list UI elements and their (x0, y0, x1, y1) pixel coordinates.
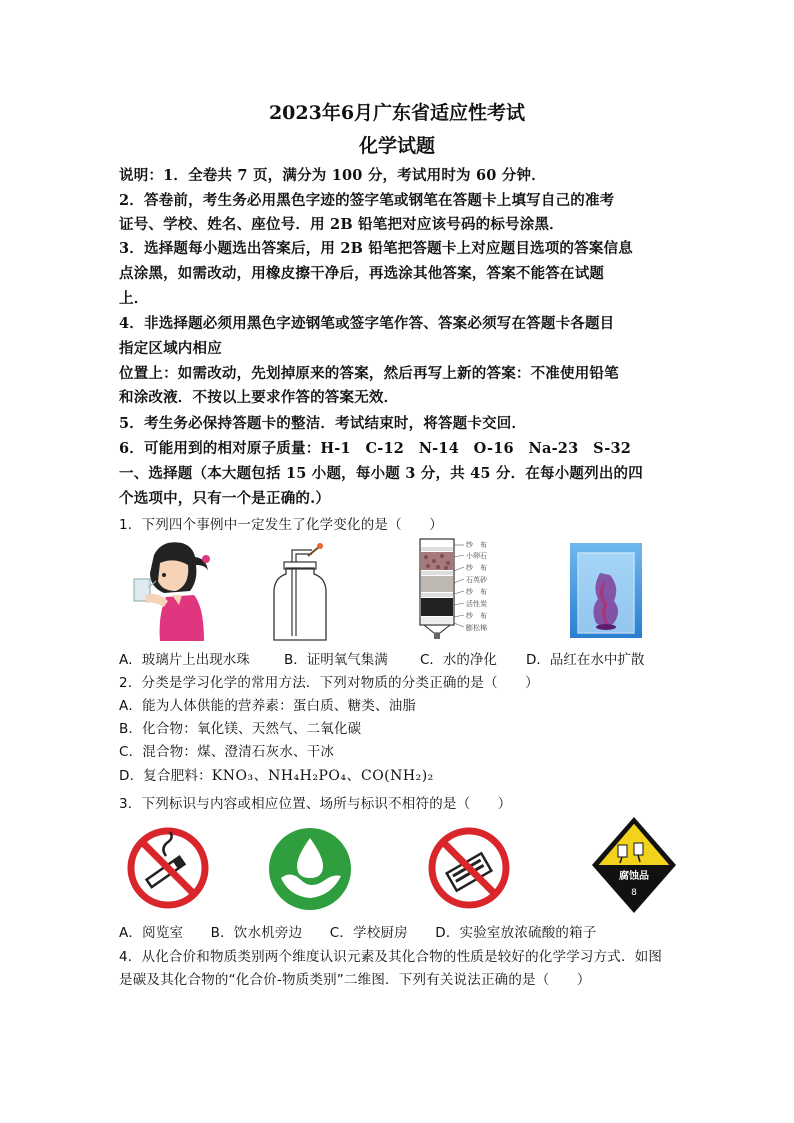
dye-diffusion-image (570, 543, 642, 638)
filter-label: 膨松棉 (466, 624, 487, 632)
section-heading: 个选项中，只有一个是正确的.） (119, 490, 331, 507)
fertilizer-formulas: KNO₃、NH₄H₂PO₄、CO(NH₂)₂ (211, 768, 434, 784)
water-filter-image (410, 535, 516, 643)
instruction-line: 说明：1．全卷共 7 页，满分为 100 分，考试用时为 60 分钟． (119, 167, 546, 184)
gas-bottle-image (266, 540, 338, 642)
instruction-line: 2．答卷前，考生务必用黑色字迹的签字笔或钢笔在答题卡上填写自己的准考 (119, 192, 615, 209)
q2-option-d-prefix: D．复合肥料： (119, 768, 212, 784)
question-1-stem: 1．下列四个事例中一定发生了化学变化的是（ ） (119, 517, 443, 533)
instruction-line: 5．考生务必保持答题卡的整洁．考试结束时，将答题卡交回． (119, 415, 527, 432)
filter-label: 纱 布 (466, 541, 487, 549)
q2-option-a: A．能为人体供能的营养素：蛋白质、糖类、油脂 (119, 698, 417, 714)
q1-option-d: D．品红在水中扩散 (526, 652, 645, 668)
q1-option-a: A．玻璃片上出现水珠 (119, 652, 250, 668)
no-fire-sign (427, 826, 511, 910)
hazard-class-number: 8 (631, 888, 637, 898)
filter-label: 纱 布 (466, 612, 487, 620)
question-2-stem: 2．分类是学习化学的常用方法．下列对物质的分类正确的是（ ） (119, 675, 539, 691)
corrosive-label: 腐蚀品 (619, 871, 649, 882)
instruction-line: 指定区域内相应 (119, 340, 222, 357)
instruction-line: 点涂黑，如需改动，用橡皮擦干净后，再选涂其他答案，答案不能答在试题 (119, 265, 605, 282)
instruction-line: 位置上：如需改动，先划掉原来的答案，然后再写上新的答案：不准使用铅笔 (119, 365, 619, 382)
exam-subject: 化学试题 (358, 135, 435, 157)
filter-label: 石英砂 (466, 576, 487, 584)
q2-option-b: B．化合物：氧化镁、天然气、二氧化碳 (119, 721, 362, 737)
question-4-stem: 是碳及其化合物的“化合价-物质类别”二维图．下列有关说法正确的是（ ） (119, 972, 591, 988)
corrosive-hazard-sign (590, 815, 678, 915)
instruction-line: 4．非选择题必须用黑色字迹钢笔或签字笔作答、答案必须写在答题卡各题目 (119, 315, 615, 332)
q2-option-d (119, 764, 434, 785)
q2-option-c: C．混合物：煤、澄清石灰水、干冰 (119, 744, 335, 760)
instruction-line: 证号、学校、姓名、座位号．用 2B 铅笔把对应该号码的标号涂黑． (119, 216, 564, 233)
water-saving-sign (267, 826, 353, 912)
question-3-stem: 3．下列标识与内容或相应位置、场所与标识不相符的是（ ） (119, 796, 512, 812)
q3-options: A．阅览室 B．饮水机旁边 C．学校厨房 D．实验室放浓硫酸的箱子 (119, 925, 597, 941)
question-4-stem: 4．从化合价和物质类别两个维度认识元素及其化合物的性质是较好的化学学习方式．如图 (119, 949, 663, 965)
section-heading: 一、选择题（本大题包括 15 小题，每小题 3 分，共 45 分．在每小题列出的四 (119, 465, 643, 482)
exam-title: 2023年6月广东省适应性考试 (268, 102, 526, 124)
instruction-line: 上． (119, 290, 149, 307)
instruction-line: 6．可能用到的相对原子质量：H-1 C-12 N-14 O-16 Na-23 S-32 (119, 440, 632, 457)
q1-option-b: B．证明氧气集满 (284, 652, 388, 668)
filter-label: 活性炭 (466, 600, 487, 608)
filter-label: 纱 布 (466, 564, 487, 572)
filter-label: 小卵石 (466, 552, 487, 560)
girl-breathing-image (124, 535, 220, 643)
no-smoking-sign (126, 826, 210, 910)
filter-label: 纱 布 (466, 588, 487, 596)
instruction-line: 3．选择题每小题选出答案后，用 2B 铅笔把答题卡上对应题目选项的答案信息 (119, 240, 633, 257)
instruction-line: 和涂改液．不按以上要求作答的答案无效． (119, 389, 399, 406)
q1-option-c: C．水的净化 (420, 652, 497, 668)
